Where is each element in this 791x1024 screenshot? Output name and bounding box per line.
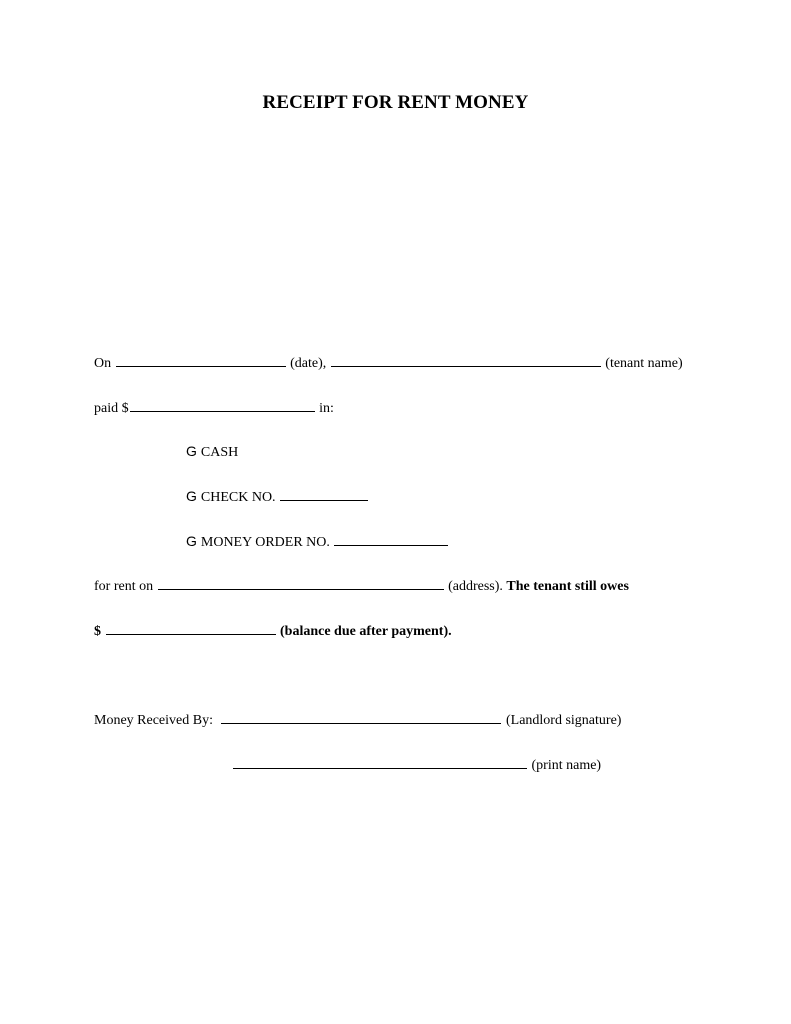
cash-label: CASH: [200, 445, 239, 460]
money-order-checkbox-icon[interactable]: G: [186, 533, 197, 549]
date-label: (date),: [290, 356, 327, 371]
address-label: (address).: [448, 579, 503, 594]
in-label: in:: [319, 401, 334, 416]
print-name-blank[interactable]: [233, 755, 527, 769]
payment-option-check[interactable]: [186, 487, 369, 507]
paid-label: paid $: [94, 401, 129, 416]
landlord-signature-label: (Landlord signature): [505, 713, 622, 728]
dollar-sign: $: [94, 624, 101, 639]
check-label: CHECK NO.: [200, 490, 276, 505]
print-name-label: (print name): [531, 758, 602, 773]
date-blank[interactable]: [116, 353, 286, 367]
check-number-blank[interactable]: [280, 487, 368, 501]
tenant-name-label: (tenant name): [605, 356, 683, 371]
landlord-signature-blank[interactable]: [221, 710, 501, 724]
date-tenant-line: [94, 353, 683, 373]
received-by-label: Money Received By:: [94, 713, 213, 728]
money-order-label: MONEY ORDER NO.: [200, 535, 330, 550]
payment-option-money-order[interactable]: [186, 532, 449, 552]
still-owes-text: The tenant still owes: [506, 579, 629, 594]
cash-checkbox-icon[interactable]: G: [186, 443, 197, 459]
amount-paid-blank[interactable]: [130, 398, 315, 412]
tenant-name-blank[interactable]: [331, 353, 601, 367]
balance-due-blank[interactable]: [106, 621, 276, 635]
for-rent-on-label: for rent on: [94, 579, 154, 594]
balance-line: [94, 621, 452, 641]
received-by-line: [94, 710, 621, 730]
balance-due-label: (balance due after payment).: [280, 624, 452, 639]
print-name-line: [232, 755, 601, 775]
on-label: On: [94, 356, 112, 371]
payment-option-cash[interactable]: [186, 442, 238, 462]
check-checkbox-icon[interactable]: G: [186, 488, 197, 504]
money-order-number-blank[interactable]: [334, 532, 448, 546]
paid-line: [94, 398, 334, 418]
document-title: RECEIPT FOR RENT MONEY: [262, 92, 529, 113]
address-line: [94, 576, 629, 596]
address-blank[interactable]: [158, 576, 444, 590]
